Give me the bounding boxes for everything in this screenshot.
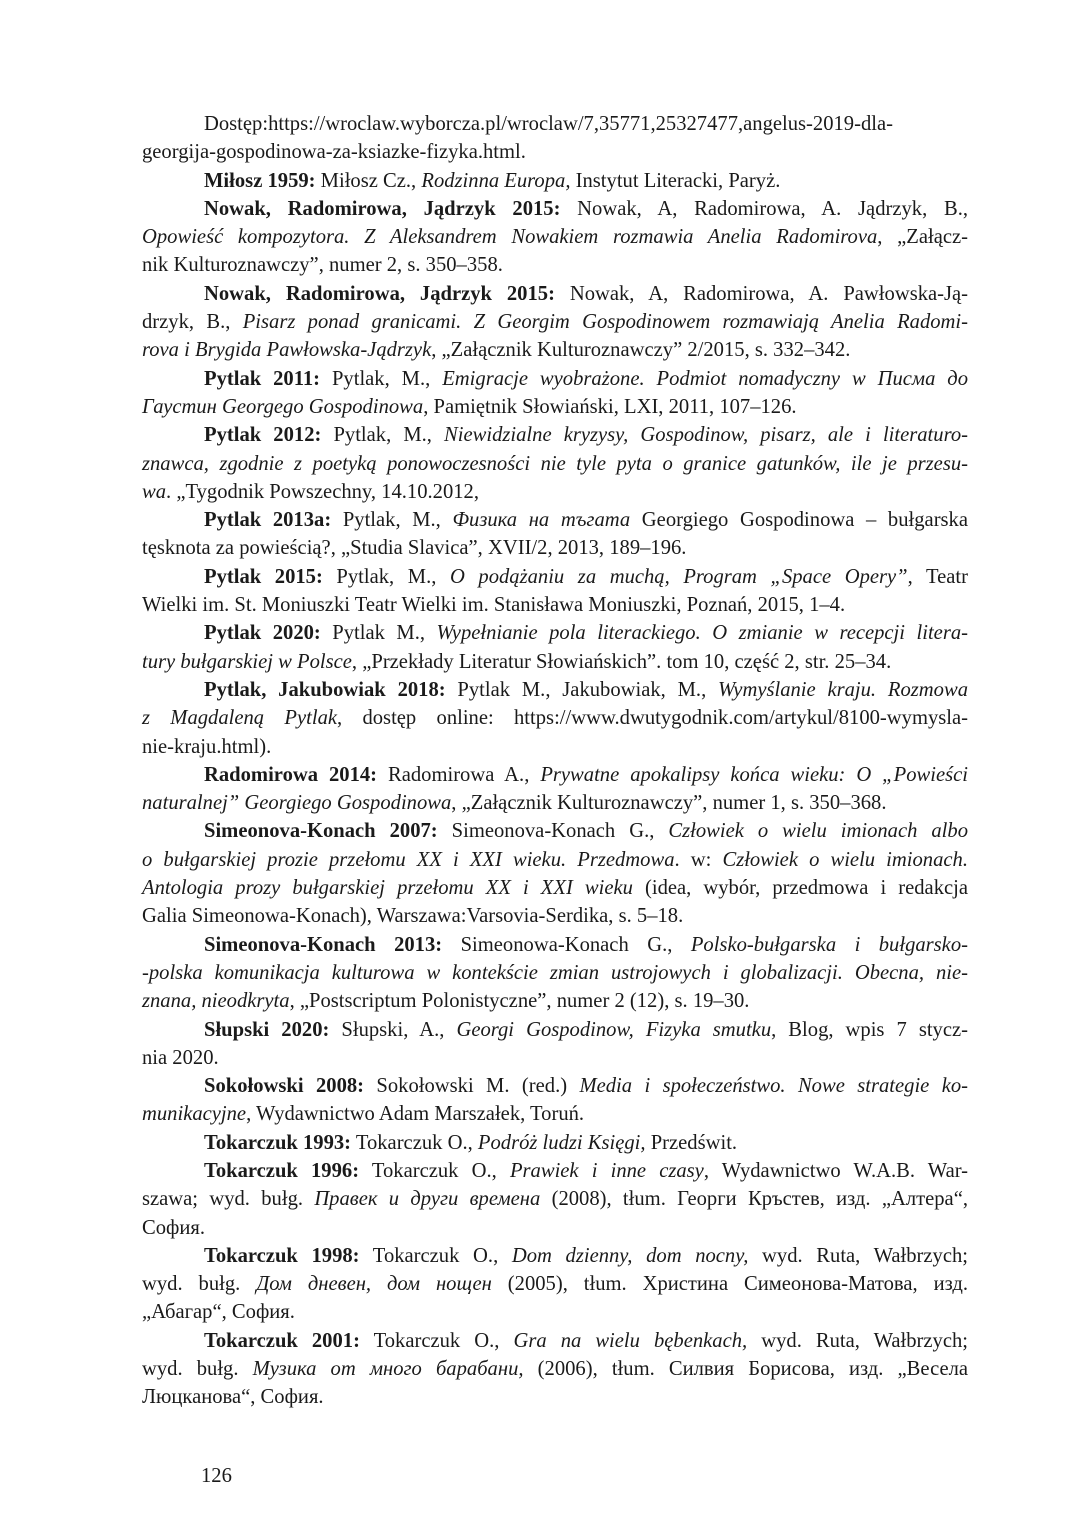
entry-text: , Blog, wpis 7 stycz- [771, 1018, 968, 1041]
entry-title-text: Niewidzialne kryzysy, Gospodinow, pisarz, ale i literaturo- [444, 424, 968, 447]
entry-line [142, 733, 968, 761]
entry-line [142, 308, 968, 336]
entry-text: , „Załącznik Kulturoznawczy”, numer 1, s. 350–368. [451, 792, 887, 815]
entry-line [142, 1044, 968, 1072]
entry-line [142, 959, 968, 987]
bibliography-entry [142, 931, 968, 1016]
entry-title-text: znana, nieodkryta [142, 990, 290, 1013]
entry-line [142, 846, 968, 874]
entry-text: (2006), tłum. Силвия Борисова, изд. „Весела [523, 1358, 969, 1381]
bibliography-entry [142, 676, 968, 761]
entry-title-text: tury bułgarskiej w Polsce [142, 650, 352, 673]
bibliography-entry [142, 1072, 968, 1129]
entry-line [142, 619, 968, 647]
entry-title-text: z Magdaleną Pytlak [142, 707, 338, 730]
entry-key: Simeonova-Konach 2013: [204, 933, 443, 956]
bibliography-entry [142, 110, 968, 167]
entry-text: Pytlak, M., [331, 509, 453, 532]
entry-line [142, 1242, 968, 1270]
bibliography-entry [142, 506, 968, 563]
entry-title-text: Wypełnianie pola literackiego. O zmianie w recepcji litera- [436, 622, 968, 645]
entry-title-text: Georgi Gospodinow, Fizyka smutku [456, 1018, 772, 1041]
entry-title-text: Гаустин Georgego Gospodinowa [142, 395, 424, 418]
entry-line [142, 195, 968, 223]
entry-line [142, 1072, 968, 1100]
entry-text: , „Postscriptum Polonistyczne”, numer 2 (12), s. 19–30. [289, 990, 750, 1013]
entry-text: , Pamiętnik Słowiański, LXI, 2011, 107–126. [423, 395, 797, 418]
entry-title-text: Wymyślanie kraju. Rozmowa [718, 678, 968, 701]
entry-text: Sokołowski M. (red.) [364, 1075, 580, 1098]
entry-line [142, 1270, 968, 1298]
entry-line [142, 1355, 968, 1383]
entry-text: nie-kraju.html). [142, 735, 272, 758]
entry-key: Pytlak, Jakubowiak 2018: [204, 678, 446, 701]
entry-title-text: Antologia prozy bułgarskiej przełomu XX i XXI wieku [142, 877, 633, 900]
bibliography-entry [142, 1129, 968, 1157]
bibliography-page [142, 110, 968, 1412]
entry-line [142, 365, 968, 393]
entry-title-text: o bułgarskiej prozie przełomu XX i XXI wieku. Przedmowa [142, 848, 675, 871]
entry-line [142, 1016, 968, 1044]
entry-key: Nowak, Radomirowa, Jądrzyk 2015: [204, 282, 555, 305]
entry-text: Pytlak M., Jakubowiak, M., [445, 678, 719, 701]
entry-title-text: munikacyjne [142, 1103, 247, 1126]
entry-title-text: Правек и други времена [314, 1188, 541, 1211]
bibliography-entry [142, 167, 968, 195]
entry-title-text: -polska komunikacja kulturowa w kontekście zmian ustrojowych i globalizacji. Obecna, nie- [142, 961, 968, 984]
entry-text: Simeonova-Konach G., [437, 820, 669, 843]
bibliography-entry [142, 563, 968, 620]
entry-text: София. [142, 1216, 206, 1239]
entry-text: , „Przekłady Literatur Słowiańskich”. tom 10, część 2, str. 25–34. [351, 650, 892, 673]
entry-line [142, 563, 968, 591]
entry-text: (2005), tłum. Христина Симеонова-Матова, изд. [491, 1273, 968, 1296]
entry-title-text: rova i Brygida Pawłowska-Jądrzyk [142, 339, 432, 362]
entry-line [142, 1214, 968, 1242]
entry-text: , „Załącznik Kulturoznawczy” 2/2015, s. 332–342. [431, 339, 851, 362]
entry-line [142, 648, 968, 676]
entry-text: wyd. Ruta, Wałbrzych; [748, 1244, 968, 1267]
entry-text: tęsknota za powieścią?, „Studia Slavica”, XVII/2, 2013, 189–196. [142, 537, 687, 560]
entry-text: , Wydawnictwo Adam Marszałek, Toruń. [246, 1103, 585, 1126]
entry-title-text: znawca, zgodnie z poetyką ponowoczesności nie tyle pyta o granice gatunków, ile je przesu- [142, 452, 968, 475]
entry-title-text: Физика на тъгата [452, 509, 631, 532]
entry-key: Tokarczuk 1998: [204, 1244, 360, 1267]
entry-key: Tokarczuk 1996: [204, 1159, 360, 1182]
entry-text: Instytut Literacki, Paryż. [570, 169, 781, 192]
entry-line [142, 1185, 968, 1213]
entry-line [142, 1129, 968, 1157]
entry-title-text: Gra na wielu bębenkach, [513, 1329, 748, 1352]
entry-title-text: Polsko-bułgarska i bułgarsko- [690, 933, 968, 956]
entry-line [142, 591, 968, 619]
entry-text: Miłosz Cz., [315, 169, 422, 192]
entry-text: szawa; wyd. bułg. [142, 1188, 315, 1211]
entry-text: (2008), tłum. Георги Кръстев, изд. „Алтера“, [540, 1188, 968, 1211]
entry-line [142, 138, 968, 166]
entry-line [142, 393, 968, 421]
entry-text: Pytlak M., [320, 622, 437, 645]
entry-line [142, 902, 968, 930]
entry-key: Miłosz 1959: [204, 169, 316, 192]
entry-text: wyd. bułg. [142, 1358, 253, 1381]
bibliography-entry [142, 1327, 968, 1412]
entry-text: Pytlak, M., [321, 424, 445, 447]
entry-text: Pytlak, M., [320, 367, 443, 390]
entry-key: Pytlak 2020: [204, 622, 321, 645]
entry-key: Tokarczuk 1993: [204, 1131, 352, 1154]
entry-title-text: Człowiek o wielu imionach albo [668, 820, 968, 843]
entry-line [142, 931, 968, 959]
entry-line [142, 534, 968, 562]
entry-text: . w: [674, 848, 723, 871]
entry-text: nia 2020. [142, 1046, 219, 1069]
entry-text: Pytlak, M., [322, 565, 450, 588]
entry-key: Sokołowski 2008: [204, 1075, 365, 1098]
entry-title-text: Dom dzienny, dom nocny, [511, 1244, 749, 1267]
entry-title-text: Opowieść kompozytora. Z Aleksandrem Nowakiem rozmawia Anelia Radomirova [142, 226, 878, 249]
entry-title-text: Дом дневен, дом нощен [256, 1273, 492, 1296]
entry-key: Tokarczuk 2001: [204, 1329, 360, 1352]
entry-line [142, 704, 968, 732]
entry-text: Galia Simeonowa-Konach), Warszawa:Varsovia-Serdika, s. 5–18. [142, 905, 684, 928]
entry-line [142, 761, 968, 789]
bibliography-entry [142, 761, 968, 818]
bibliography-list [142, 110, 968, 1412]
bibliography-entry [142, 817, 968, 930]
entry-text: Tokarczuk O., [351, 1131, 478, 1154]
entry-line [142, 1157, 968, 1185]
entry-title-text: Media i społeczeństwo. Nowe strategie ko- [579, 1075, 968, 1098]
entry-text: Radomirowa A., [377, 763, 541, 786]
bibliography-entry [142, 195, 968, 280]
entry-text: Nowak, A, Radomirowa, A. Pawłowska-Ją- [554, 282, 969, 305]
bibliography-entry [142, 1157, 968, 1242]
entry-line [142, 167, 968, 195]
entry-title-text: Podróż ludzi Księgi, [477, 1131, 646, 1154]
entry-key: Simeonova-Konach 2007: [204, 820, 438, 843]
bibliography-entry [142, 280, 968, 365]
entry-key: Pytlak 2015: [204, 565, 323, 588]
entry-text: „Абагар“, София. [142, 1301, 295, 1324]
entry-text: Wielki im. St. Moniuszki Teatr Wielki im. Stanisława Moniuszki, Poznań, 2015, 1–4. [142, 594, 846, 617]
entry-text: , „Załącz- [877, 226, 968, 249]
entry-title-text: Prywatne apokalipsy końca wieku: O „Powieści [540, 763, 968, 786]
entry-line [142, 421, 968, 449]
entry-title-text: O podążaniu za muchą, Program „Space Opery” [449, 565, 908, 588]
entry-line [142, 1298, 968, 1326]
entry-line [142, 506, 968, 534]
entry-title-text: Prawiek i inne czasy [509, 1159, 704, 1182]
entry-text: Tokarczuk O., [359, 1244, 512, 1267]
entry-line [142, 676, 968, 704]
bibliography-entry [142, 365, 968, 422]
entry-key: Radomirowa 2014: [204, 763, 378, 786]
entry-text: Przedświt. [645, 1131, 738, 1154]
entry-text: Georgiego Gospodinowa – bułgarska [630, 509, 968, 532]
entry-key: Pytlak 2012: [204, 424, 322, 447]
bibliography-entry [142, 421, 968, 506]
entry-text: Dostęp:https://wroclaw.wyborcza.pl/wroclaw/7,35771,25327477,angelus-2019-dla- [204, 113, 893, 135]
entry-title-text: Pisarz ponad granicami. Z Georgim Gospodinowem rozmawiają Anelia Radomi- [242, 311, 968, 334]
entry-line [142, 478, 968, 506]
entry-line [142, 336, 968, 364]
entry-line [142, 817, 968, 845]
entry-title-text: naturalnej” Georgiego Gospodinowa [142, 792, 452, 815]
entry-key: Nowak, Radomirowa, Jądrzyk 2015: [204, 197, 561, 220]
entry-line [142, 1327, 968, 1355]
bibliography-entry [142, 1016, 968, 1073]
entry-title-text: Музика от много барабани, [252, 1358, 524, 1381]
entry-key: Pytlak 2011: [204, 367, 321, 390]
entry-text: , Teatr [907, 565, 968, 588]
entry-text: , dostęp online: https://www.dwutygodnik.com/artykul/8100-wymysla- [337, 707, 968, 730]
bibliography-entry [142, 1242, 968, 1327]
entry-text: (idea, wybór, przedmowa i redakcja [632, 877, 969, 900]
entry-text: wyd. Ruta, Wałbrzych; [747, 1329, 968, 1352]
entry-text: nik Kulturoznawczy”, numer 2, s. 350–358. [142, 254, 503, 277]
entry-text: Słupski, A., [329, 1018, 457, 1041]
entry-text: Люцканова“, София. [142, 1386, 324, 1409]
entry-title-text: Człowiek o wielu imionach. [722, 848, 968, 871]
entry-line [142, 1383, 968, 1411]
entry-text: , Wydawnictwo W.A.B. War- [703, 1159, 969, 1182]
entry-title-text: Rodzinna Europa, [421, 169, 571, 192]
entry-line [142, 251, 968, 279]
entry-text: Simeonowa-Konach G., [442, 933, 691, 956]
entry-line [142, 987, 968, 1015]
entry-line [142, 450, 968, 478]
entry-text: Tokarczuk O., [359, 1329, 514, 1352]
entry-text: Tokarczuk O., [359, 1159, 510, 1182]
entry-text: georgija-gospodinowa-za-ksiazke-fizyka.html. [142, 141, 526, 164]
page-number: 126 [201, 1465, 232, 1487]
entry-line [142, 1100, 968, 1128]
entry-line [142, 874, 968, 902]
entry-title-text: Emigracje wyobrażone. Podmiot nomadyczny w Писма до [442, 367, 968, 390]
bibliography-entry [142, 619, 968, 676]
entry-text: wyd. bułg. [142, 1273, 257, 1296]
entry-key: Pytlak 2013a: [204, 509, 332, 532]
entry-text: Nowak, A, Radomirowa, A. Jądrzyk, B., [560, 197, 968, 220]
entry-line [142, 110, 968, 138]
entry-text: drzyk, B., [142, 311, 243, 334]
entry-line [142, 280, 968, 308]
entry-title-text: wa [142, 480, 167, 503]
entry-text: . „Tygodnik Powszechny, 14.10.2012, [166, 480, 480, 503]
entry-key: Słupski 2020: [204, 1018, 330, 1041]
entry-line [142, 223, 968, 251]
entry-line [142, 789, 968, 817]
